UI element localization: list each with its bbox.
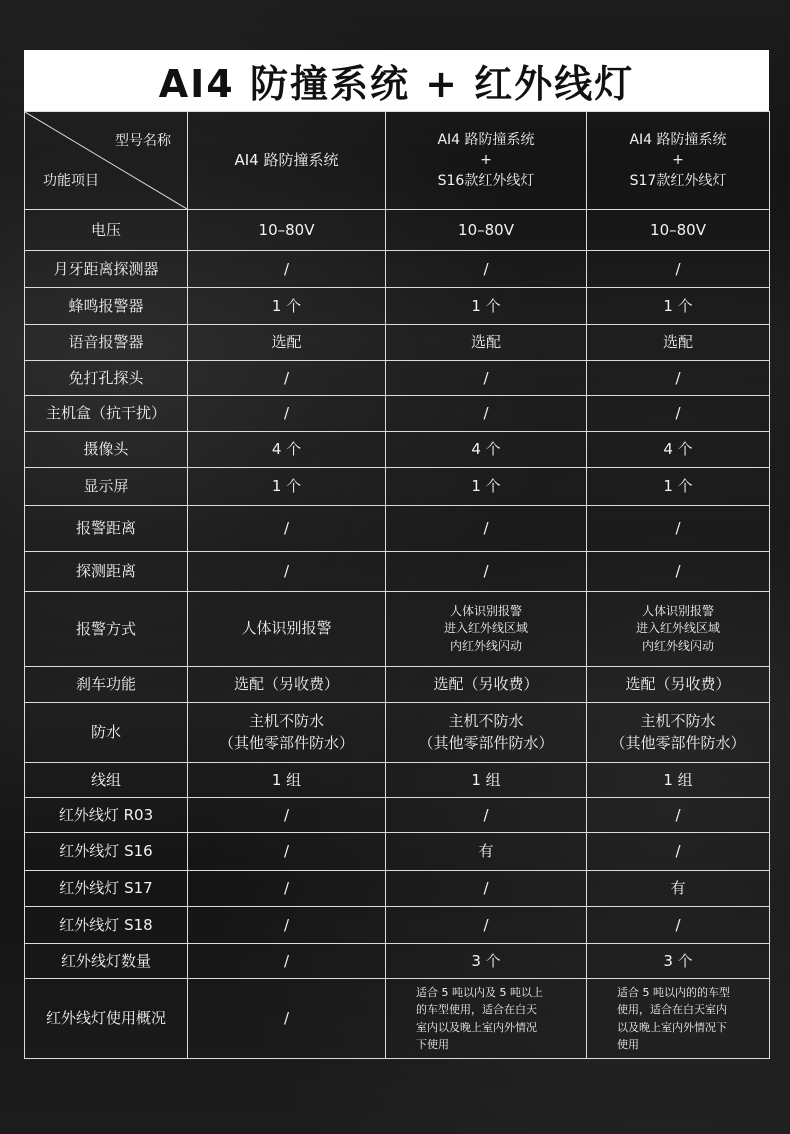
cell-value: 适合 5 吨以内及 5 吨以上 的车型使用，适合在白天 室内以及晚上室内外情况 下使用 bbox=[386, 979, 587, 1059]
cell-value: / bbox=[386, 396, 587, 432]
row-label: 月牙距离探测器 bbox=[25, 251, 188, 288]
cell-value: / bbox=[587, 833, 770, 871]
cell-value: / bbox=[188, 871, 386, 907]
corner-label-model: 型号名称 bbox=[115, 133, 171, 149]
cell-value: 3 个 bbox=[587, 944, 770, 979]
cell-value: / bbox=[587, 907, 770, 944]
row-label: 探测距离 bbox=[25, 552, 188, 592]
row-label: 语音报警器 bbox=[25, 325, 188, 361]
table-row bbox=[25, 361, 770, 396]
model-name: AI4 路防撞系统 bbox=[437, 132, 535, 149]
cell-value: 主机不防水 （其他零部件防水） bbox=[386, 703, 587, 763]
cell-value: / bbox=[587, 552, 770, 592]
cell-value: / bbox=[587, 798, 770, 833]
plus-sign: + bbox=[480, 152, 492, 169]
row-label: 报警距离 bbox=[25, 506, 188, 552]
cell-value: 有 bbox=[587, 871, 770, 907]
row-label: 主机盒（抗干扰） bbox=[25, 396, 188, 432]
cell-value: / bbox=[386, 361, 587, 396]
model-addon: S16款红外线灯 bbox=[437, 172, 535, 189]
cell-value: 3 个 bbox=[386, 944, 587, 979]
cell-value: / bbox=[386, 907, 587, 944]
table-row bbox=[25, 871, 770, 907]
cell-value: / bbox=[386, 506, 587, 552]
cell-value: 人体识别报警 bbox=[188, 592, 386, 667]
table-row bbox=[25, 432, 770, 468]
model-name: AI4 路防撞系统 bbox=[234, 150, 339, 169]
cell-value: / bbox=[188, 979, 386, 1059]
cell-value: 选配 bbox=[188, 325, 386, 361]
cell-value: 10–80V bbox=[587, 210, 770, 251]
table-row bbox=[25, 907, 770, 944]
table-row bbox=[25, 325, 770, 361]
cell-value: 主机不防水 （其他零部件防水） bbox=[587, 703, 770, 763]
row-label: 免打孔探头 bbox=[25, 361, 188, 396]
model-header-3 bbox=[587, 112, 770, 210]
row-label: 摄像头 bbox=[25, 432, 188, 468]
model-header-1 bbox=[188, 112, 386, 210]
model-name: AI4 路防撞系统 bbox=[629, 132, 727, 149]
cell-value: 4 个 bbox=[188, 432, 386, 468]
model-header-2 bbox=[386, 112, 587, 210]
row-label: 防水 bbox=[25, 703, 188, 763]
cell-value: 1 个 bbox=[188, 468, 386, 506]
diagonal-divider bbox=[25, 112, 187, 209]
cell-value: 选配（另收费） bbox=[386, 667, 587, 703]
row-label: 红外线灯数量 bbox=[25, 944, 188, 979]
row-label: 蜂鸣报警器 bbox=[25, 288, 188, 325]
cell-value: 选配 bbox=[587, 325, 770, 361]
cell-value: / bbox=[188, 396, 386, 432]
cell-value: 选配 bbox=[386, 325, 587, 361]
cell-value: / bbox=[188, 251, 386, 288]
table-row bbox=[25, 468, 770, 506]
cell-value: / bbox=[386, 251, 587, 288]
comparison-sheet bbox=[24, 50, 769, 1059]
row-label: 红外线灯 S16 bbox=[25, 833, 188, 871]
cell-value: / bbox=[587, 506, 770, 552]
cell-value: 10–80V bbox=[188, 210, 386, 251]
table-row bbox=[25, 703, 770, 763]
cell-value: / bbox=[587, 396, 770, 432]
page-title: AI4 防撞系统 + 红外线灯 bbox=[24, 50, 769, 111]
cell-value: 10–80V bbox=[386, 210, 587, 251]
cell-value: / bbox=[587, 251, 770, 288]
row-label: 红外线灯 R03 bbox=[25, 798, 188, 833]
cell-value: 1 组 bbox=[188, 763, 386, 798]
cell-value: 1 个 bbox=[587, 288, 770, 325]
row-label: 电压 bbox=[25, 210, 188, 251]
table-row bbox=[25, 288, 770, 325]
cell-value: 人体识别报警 进入红外线区域 内红外线闪动 bbox=[386, 592, 587, 667]
cell-value: / bbox=[188, 833, 386, 871]
cell-value: / bbox=[188, 944, 386, 979]
table-row bbox=[25, 979, 770, 1059]
table-row bbox=[25, 944, 770, 979]
row-label: 显示屏 bbox=[25, 468, 188, 506]
plus-sign: + bbox=[672, 152, 684, 169]
cell-value: / bbox=[587, 361, 770, 396]
cell-value: 选配（另收费） bbox=[188, 667, 386, 703]
cell-value: 1 个 bbox=[587, 468, 770, 506]
cell-value: 1 组 bbox=[587, 763, 770, 798]
table-row bbox=[25, 396, 770, 432]
row-label: 红外线灯 S17 bbox=[25, 871, 188, 907]
model-addon: S17款红外线灯 bbox=[629, 172, 727, 189]
table-row bbox=[25, 506, 770, 552]
table-row bbox=[25, 667, 770, 703]
row-label: 红外线灯使用概况 bbox=[25, 979, 188, 1059]
corner-label-function: 功能项目 bbox=[43, 173, 99, 190]
cell-value: 4 个 bbox=[386, 432, 587, 468]
row-label: 报警方式 bbox=[25, 592, 188, 667]
cell-value: 1 个 bbox=[386, 288, 587, 325]
cell-value: / bbox=[386, 552, 587, 592]
table-row bbox=[25, 210, 770, 251]
row-label: 刹车功能 bbox=[25, 667, 188, 703]
cell-value: 有 bbox=[386, 833, 587, 871]
cell-value: / bbox=[386, 871, 587, 907]
table-row bbox=[25, 798, 770, 833]
header-corner bbox=[25, 112, 188, 210]
row-label: 红外线灯 S18 bbox=[25, 907, 188, 944]
cell-value: / bbox=[386, 798, 587, 833]
cell-value: 4 个 bbox=[587, 432, 770, 468]
table-row bbox=[25, 592, 770, 667]
spec-table bbox=[24, 111, 770, 1059]
cell-value: 1 个 bbox=[188, 288, 386, 325]
cell-value: 适合 5 吨以内的的车型 使用，适合在白天室内 以及晚上室内外情况下 使用 bbox=[587, 979, 770, 1059]
table-row bbox=[25, 833, 770, 871]
table-header-row bbox=[25, 112, 770, 210]
table-row bbox=[25, 552, 770, 592]
cell-value: / bbox=[188, 798, 386, 833]
cell-value: / bbox=[188, 552, 386, 592]
cell-value: / bbox=[188, 907, 386, 944]
cell-value: 1 组 bbox=[386, 763, 587, 798]
cell-value: 主机不防水 （其他零部件防水） bbox=[188, 703, 386, 763]
cell-value: / bbox=[188, 361, 386, 396]
cell-value: 选配（另收费） bbox=[587, 667, 770, 703]
cell-value: 人体识别报警 进入红外线区域 内红外线闪动 bbox=[587, 592, 770, 667]
cell-value: / bbox=[188, 506, 386, 552]
table-row bbox=[25, 251, 770, 288]
table-row bbox=[25, 763, 770, 798]
row-label: 线组 bbox=[25, 763, 188, 798]
cell-value: 1 个 bbox=[386, 468, 587, 506]
